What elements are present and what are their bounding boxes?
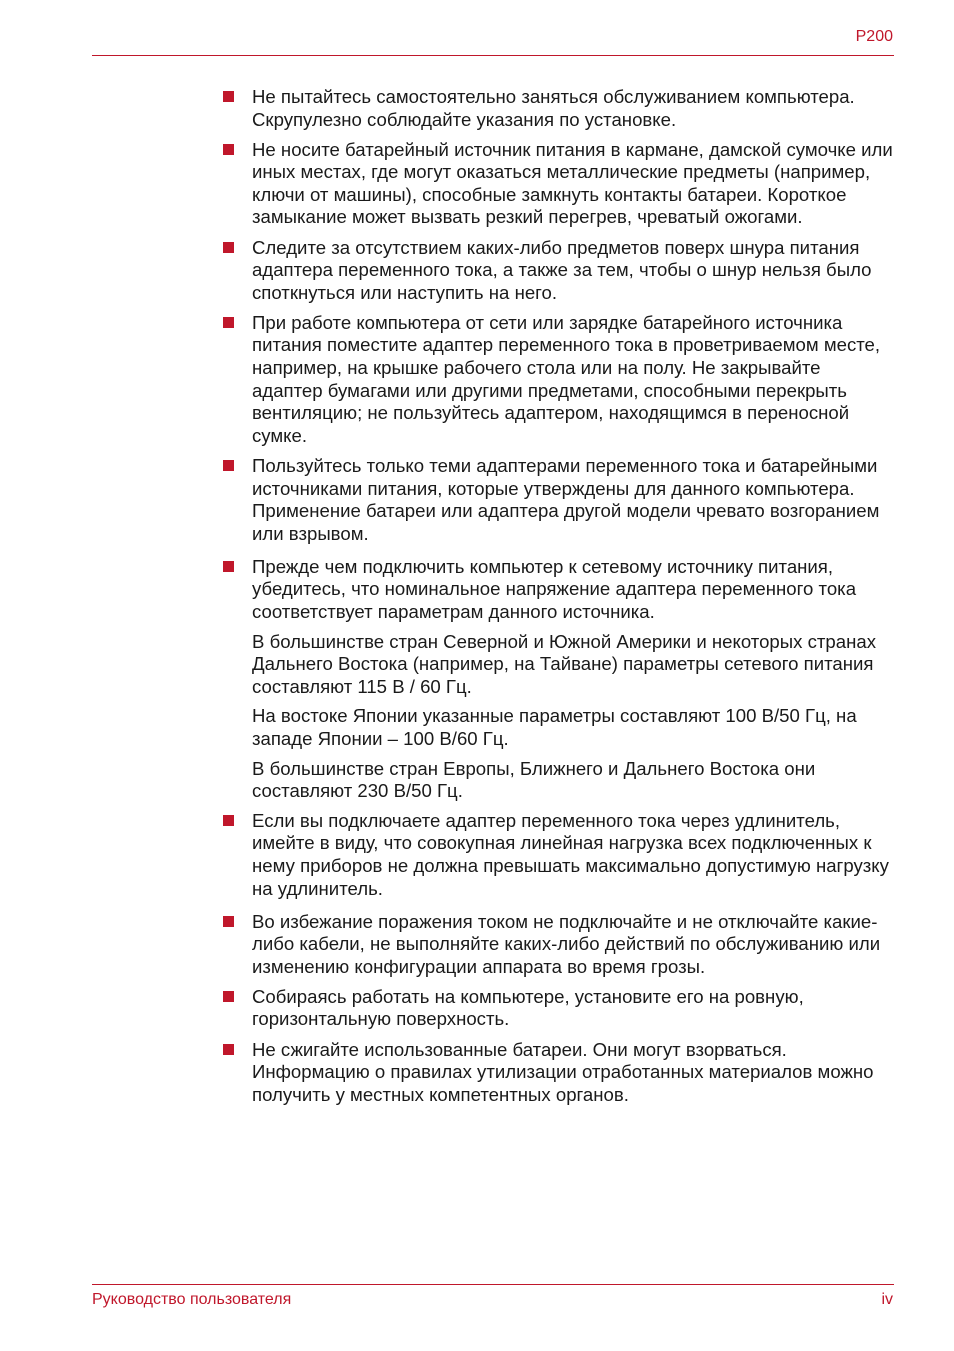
list-item-subparagraph: На востоке Японии указанные параметры составляют 100 В/50 Гц, на западе Японии – 100 В/60 Гц.	[252, 705, 857, 749]
bullet-square-icon	[223, 317, 234, 328]
list-item-text: Во избежание поражения током не подключайте и не отключайте какие-либо кабели, не выполняйте каких-либо действий по обслуживанию или изменению конфигурации аппарата во время грозы.	[252, 910, 881, 977]
list-item-text: Если вы подключаете адаптер переменного тока через удлинитель, имейте в виду, что совокупная линейная нагрузка всех подключенных к нему приборов не должна превышать максимально допустимую нагрузку на удлинитель.	[252, 809, 889, 899]
list-item-text: Прежде чем подключить компьютер к сетевому источнику питания, убедитесь, что номинальное напряжение адаптера переменного тока соответствует параметрам данного источника.	[252, 555, 857, 622]
list-item	[222, 139, 894, 229]
bullet-square-icon	[223, 916, 234, 927]
list-item	[222, 1039, 894, 1107]
list-item-text: Не носите батарейный источник питания в кармане, дамской сумочке или иных местах, где могут оказаться металлические предметы (например, ключи от машины), способные замкнуть контакты батареи. Короткое замыкание может вызвать резкий перегрев, чреватый ожогами.	[252, 138, 893, 228]
list-item	[222, 86, 894, 131]
bullet-square-icon	[223, 144, 234, 155]
list-item-subparagraph: В большинстве стран Европы, Ближнего и Дальнего Востока они составляют 230 В/50 Гц.	[252, 757, 816, 802]
page-number: iv	[881, 1291, 893, 1308]
bullet-square-icon	[223, 1044, 234, 1055]
list-item-subparagraph: В большинстве стран Северной и Южной Америки и некоторых странах Дальнего Востока (например, на Тайване) параметры сетевого питания составляют 115 В / 60 Гц.	[252, 630, 876, 697]
list-item	[222, 911, 894, 979]
list-item-text: Следите за отсутствием каких-либо предметов поверх шнура питания адаптера переменного тока, а также за тем, чтобы о шнур нельзя было споткнуться или наступить на него.	[252, 236, 872, 303]
footer-divider	[92, 1284, 894, 1285]
bullet-square-icon	[223, 561, 234, 572]
list-item	[222, 986, 894, 1031]
list-item-text: При работе компьютера от сети или зарядке батарейного источника питания поместите адаптер переменного тока в проветриваемом месте, например, на крышке рабочего стола или на полу. Не закрывайте адаптер бумагами или другими предметами, способными перекрыть вентиляцию; не пользуйтесь адаптером, находящимся в переносной сумке.	[252, 311, 881, 446]
bullet-square-icon	[223, 91, 234, 102]
bullet-square-icon	[223, 460, 234, 471]
list-item	[222, 455, 894, 545]
list-item-text: Не пытайтесь самостоятельно заняться обслуживанием компьютера. Скрупулезно соблюдайте указания по установке.	[252, 86, 855, 130]
list-item	[222, 312, 894, 448]
list-item	[222, 556, 894, 803]
list-item	[222, 810, 894, 900]
list-item-text: Собираясь работать на компьютере, установите его на ровную, горизонтальную поверхность.	[252, 985, 804, 1030]
bullet-square-icon	[223, 815, 234, 826]
bullet-square-icon	[223, 242, 234, 253]
bullet-list	[222, 86, 894, 1106]
bullet-square-icon	[223, 991, 234, 1002]
list-item-text: Пользуйтесь только теми адаптерами переменного тока и батарейными источниками питания, которые утверждены для данного компьютера. Применение батареи или адаптера другой модели чревато возгоранием или взрывом.	[252, 454, 880, 544]
header-divider	[92, 55, 894, 56]
list-item	[222, 237, 894, 305]
list-item-text: Не сжигайте использованные батареи. Они могут взорваться. Информацию о правилах утилизации отработанных материалов можно получить у местных компетентных органов.	[252, 1038, 874, 1105]
footer-title: Руководство пользователя	[92, 1291, 292, 1308]
header-model: P200	[855, 28, 893, 45]
